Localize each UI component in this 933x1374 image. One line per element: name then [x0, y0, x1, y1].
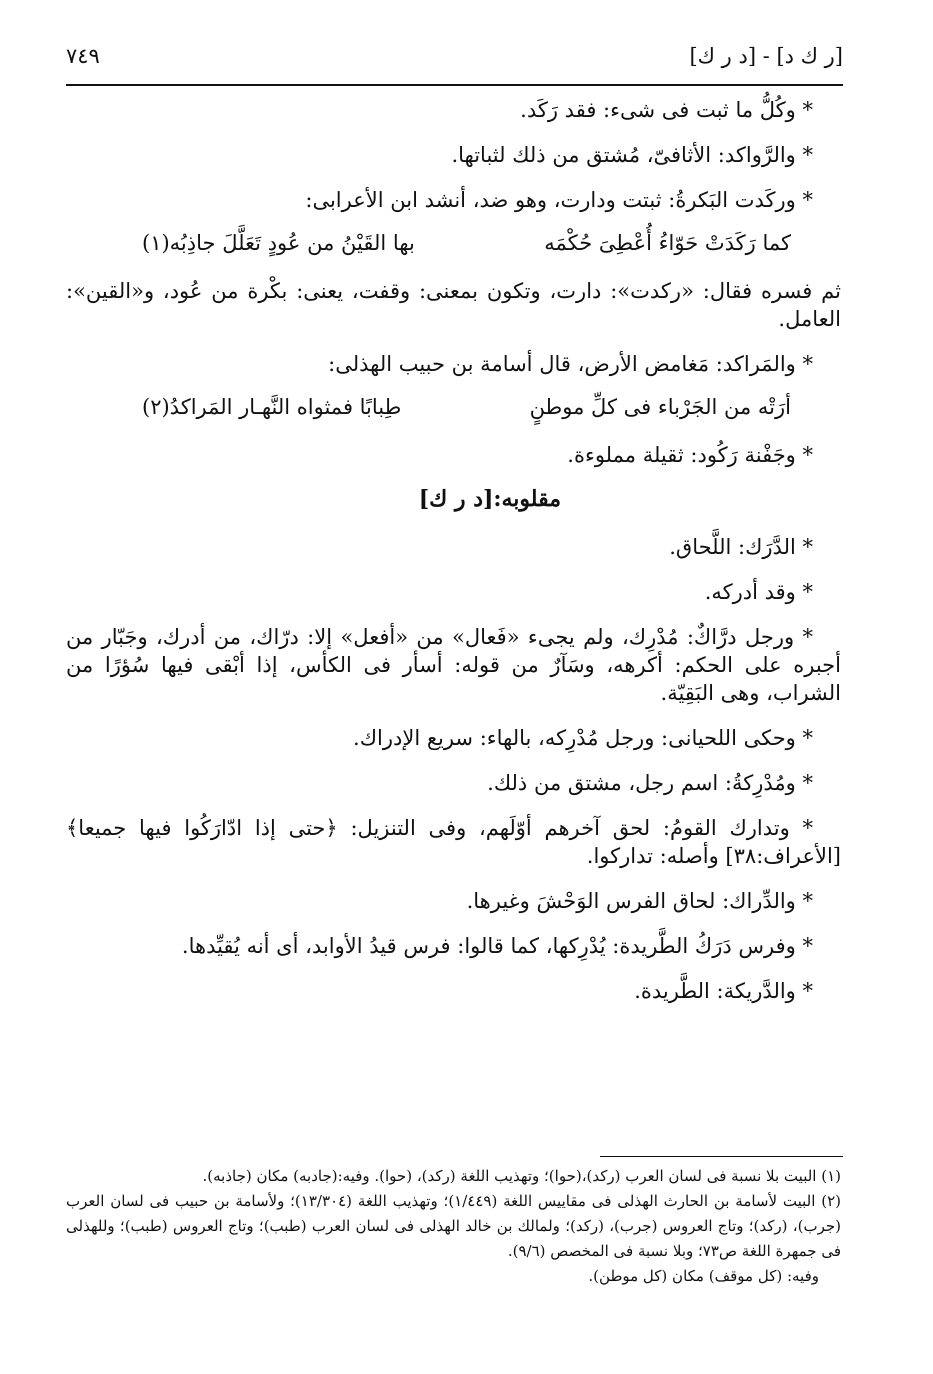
verse-2-first-hemistich: أرَتْه من الجَرْباء فى كلِّ موطنٍ [529, 395, 791, 419]
footnotes [66, 1164, 841, 1289]
footnote-rule [600, 1156, 843, 1157]
verse-1-second-hemistich: بها القَيْنُ من عُودٍ تَعَلَّلَ جاذِبُه(١) [142, 231, 415, 255]
entry-line: * الدَّرَك: اللَّحاق. [669, 535, 813, 559]
verse-1-first-hemistich: كما رَكَدَتْ حَوّاءُ أُعْطِىَ حُكْمَه [544, 231, 791, 255]
page-number: ٧٤٩ [66, 44, 100, 68]
verse-2-second-hemistich: طِبابًا فمثواه النَّهـار المَراكدُ(٢) [142, 395, 402, 419]
footnote-2: (٢) البيت لأسامة بن الحارث الهذلى فى مقاييس اللغة (١/٤٤٩)؛ وتهذيب اللغة (١٣/٣٠٤)؛ ولأسامة بن حبيب فى لسان العرب (جرب)، (ركد)؛ وتاج العروس (جرب)، (ركد)؛ ولمالك بن خالد الهذلى فى لسان العرب (طبب)؛ وتاج العروس (طبب)؛ وللهذلى فى جمهرة اللغة ص٧٣؛ وبلا نسبة فى المخصص (٩/٦). [66, 1192, 841, 1260]
entry-line: * وكُلُّ ما ثبت فى شىء: فقد رَكَد. [520, 98, 813, 122]
entry-line: * ومُدْرِكةُ: اسم رجل، مشتق من ذلك. [487, 771, 813, 795]
entry-line: * والدِّراك: لحاق الفرس الوَحْشَ وغيرها. [466, 889, 813, 913]
subheading-row [66, 486, 841, 516]
verse-2 [66, 395, 841, 425]
entry-line: * ورجل درَّاكٌ: مُدْرِك، ولم يجىء «فَعال» من «أفعل» إلا: درّاك، من أدرك، وجَبّار من أجبره على الحكم: أكرهه، وسَآرٌ من قوله: أسأر فى الكأس، إذا أبْقى فيها سُؤرًا من الشراب، وهى البَقِيّة. [66, 625, 841, 705]
entry-line: * والدَّريكة: الطَّريدة. [634, 979, 813, 1003]
entry-line: ثم فسره فقال: «ركدت»: دارت، وتكون بمعنى: وقفت، يعنى: بكْرة من عُود، و«القين»: العامل. [66, 279, 841, 331]
entry-line: * وقد أدركه. [704, 580, 813, 604]
entry-line: * وجَفْنة رَكُود: ثقيلة مملوءة. [567, 443, 813, 467]
footnote-1: (١) البيت بلا نسبة فى لسان العرب (ركد)،(حوا)؛ وتهذيب اللغة (ركد)، (حوا). وفيه:(جادبه) مكان (جاذبه). [202, 1167, 841, 1185]
verse-1 [66, 231, 841, 261]
entry-line: * وركَدت البَكرةُ: ثبتت ودارت، وهو ضد، أنشد ابن الأعرابى: [305, 188, 813, 212]
footnote-2-continuation: وفيه: (كل موقف) مكان (كل موطن). [588, 1267, 819, 1285]
entry-line: * وحكى اللحيانى: ورجل مُدْرِكه، بالهاء: سريع الإدراك. [353, 726, 813, 750]
entry-line: * والمَراكد: مَغامض الأرض، قال أسامة بن حبيب الهذلى: [328, 352, 813, 376]
header-rule [66, 84, 843, 86]
section-subheading: مقلوبه:[د ر ك] [418, 486, 561, 512]
entry-line: * والرَّواكد: الأثافىّ، مُشتق من ذلك لثباتها. [451, 143, 813, 167]
main-text [66, 96, 841, 1022]
entry-line: * وتدارك القومُ: لحق آخرهم أوّلَهم، وفى التنزيل: ﴿حتى إذا ادّارَكُوا فيها جميعا﴾ [الأعراف:٣٨] وأصله: تداركوا. [66, 816, 841, 868]
running-title: [ر ك د] - [د ر ك] [689, 44, 843, 68]
entry-line: * وفرس دَرَكُ الطَّريدة: يُدْرِكها، كما قالوا: فرس قيدُ الأوابد، أى أنه يُقيِّدها. [181, 934, 813, 958]
page-header [66, 40, 843, 76]
